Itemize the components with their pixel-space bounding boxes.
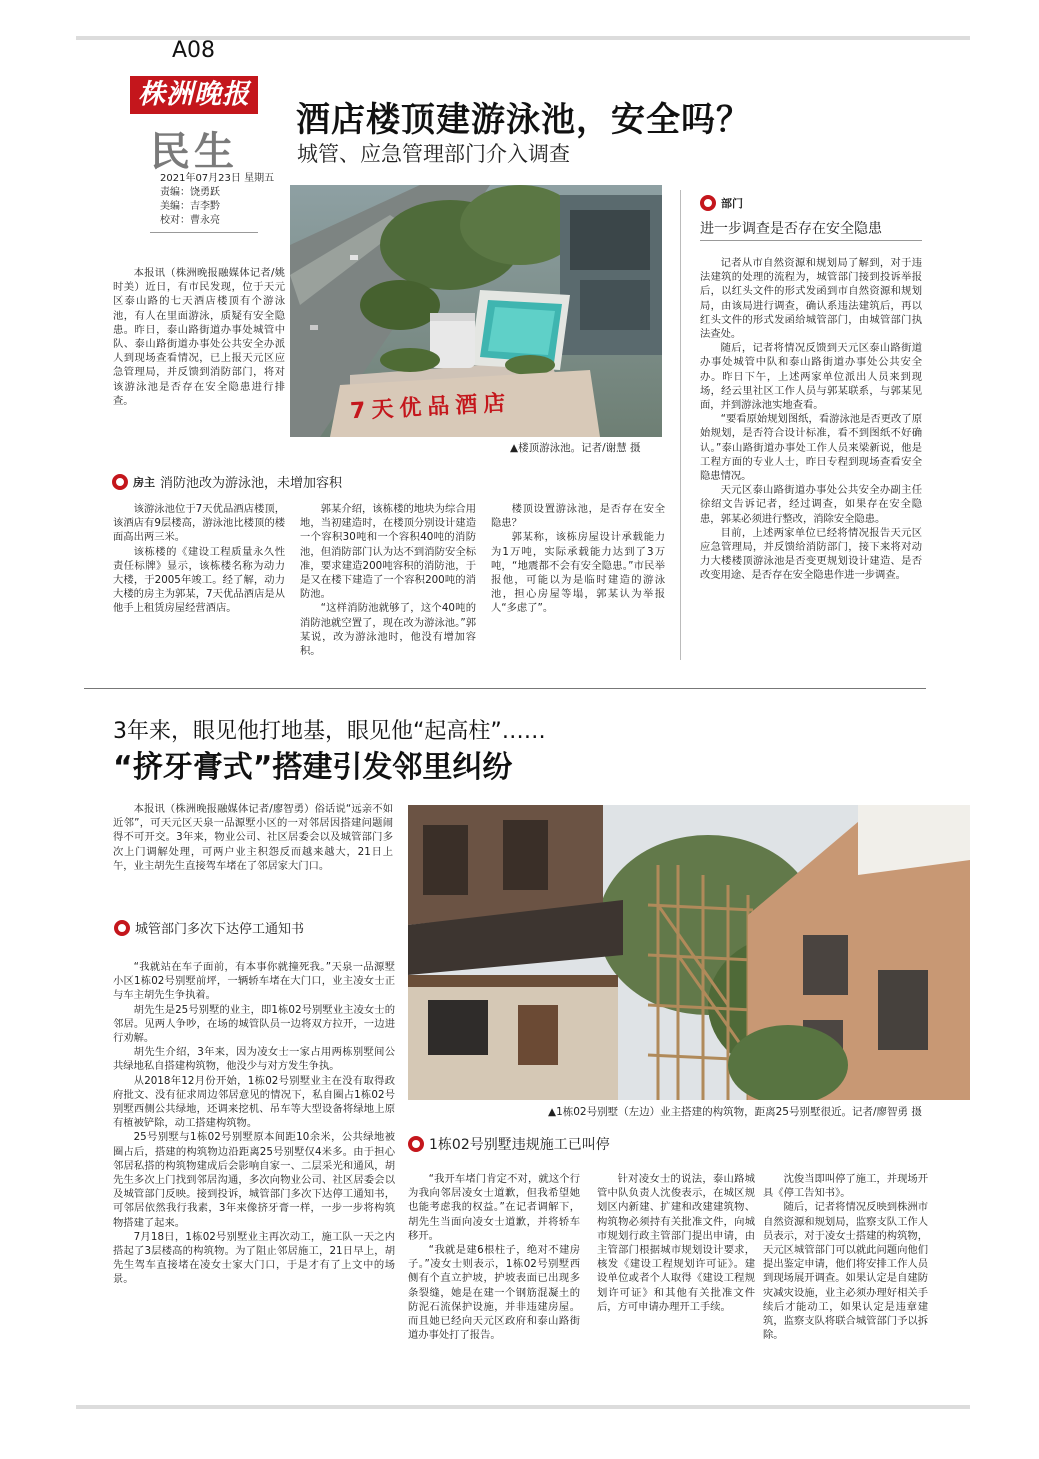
article1-lead-text: 本报讯（株洲晚报融媒体记者/姚时美）近日，有市民发现，位于天元区泰山路的七天酒店楼顶有个游泳池，有人在里面游泳，质疑有安全隐患。昨日，泰山路街道办事处城管中队、泰山路街道办事处公共安全办派人到现场查看情况，已上报天元区应急管理局，并反馈到消防部门，将对该游泳池是否存在安全隐患进行排查。 (113, 267, 285, 407)
article2-headline: “挤牙膏式”搭建引发邻里纠纷 (113, 750, 513, 785)
article2-lead-text: 本报讯（株洲晚报融媒体记者/廖智勇）俗话说“远亲不如近邻”，可天元区天泉一品源墅小区的一对邻居因搭建问题闹得不可开交。3年来，物业公司、社区居委会以及城管部门多次上门调解处理，可两户业主积怨反而越来越大，21日上午，业主胡先生直接驾车堵在了邻居家大门口。 (113, 803, 393, 872)
paragraph: “这样消防池就够了，这个40吨的消防池就空置了，现在改为游泳池。”郭某说，改为游泳池时，他没有增加容积。 (300, 602, 476, 658)
article1-s1-col2 (300, 502, 476, 658)
paragraph: 随后，记者将情况反映到株洲市自然资源和规划局，监察支队工作人员表示，对于凌女士搭建的构筑物，天元区城管部门可以就此问题向他们提出鉴定申请，他们将安排工作人员到现场展开调查。如果认定是自建防灾减灾设施，业主必须办理好相关手续后才能动工，如果认定是违章建筑，监察支队将联合城管部门予以拆除。 (763, 1201, 928, 1342)
meta-rule (150, 232, 258, 233)
paragraph: “我就站在车子面前，有本事你就撞死我。”天泉一品源墅小区1栋02号别墅前坪，一辆轿车堵在大门口，业主凌女士正与车主胡先生争执着。 (113, 961, 395, 1002)
paragraph: 郭某称，该栋房屋设计承载能力为1万吨，实际承载能力达到了3万吨，“地震都不会有安全隐患。”市民举报他，可能以为是临时建造的游泳池，担心房屋等塌，郭某认为举报人“多虑了”。 (491, 531, 665, 615)
meta-date: 2021年07月23日 星期五 (160, 173, 275, 184)
paragraph: 25号别墅与1栋02号别墅原本间距10余米，公共绿地被圈占后，搭建的构筑物边沿距离25号别墅仅4米多。由于担心邻居私搭的构筑物建成后会影响自家一、二层采光和通风，胡先生多次上门找到邻居沟通，多次向物业公司、社区居委会以及城管部门反映。接到投诉，城管部门多次下达停工通知书，可邻居依然我行我素，3年来像挤牙膏一样，一步一步将构筑物搭建了起来。 (113, 1131, 395, 1229)
paragraph: 7月18日，1栋02号别墅业主再次动工，施工队一天之内搭起了3层楼高的构筑物。为了阻止邻居施工，21日早上，胡先生驾车直接堵在凌女士家大门口，于是才有了上文中的场景。 (113, 1230, 395, 1286)
hotel-sign: 7天优品酒店 (349, 390, 512, 425)
article1-s2-col (700, 256, 922, 583)
section-bullet-icon (112, 474, 128, 490)
paragraph: 该游泳池位于7天优品酒店楼顶，该酒店有9层楼高，游泳池比楼顶的楼面高出两三米。 (113, 503, 285, 544)
article2-s2-col3 (763, 1172, 928, 1342)
section2-tag: 部门 (721, 197, 743, 210)
section2-title: 进一步调查是否存在安全隐患 (700, 221, 882, 237)
page-meta (160, 172, 274, 228)
paragraph: “我就是建6根柱子，绝对不建房子。”凌女士则表示，1栋02号别墅西侧有个直立护坡，护坡表面已出现多条裂缝，她是在建一个钢筋混凝土的防泥石流保护设施，并非违建房屋。而且她已经向天元区政府和泰山路街道办事处打了报告。 (408, 1244, 580, 1342)
bottom-rule (76, 1405, 970, 1409)
newspaper-logo: 株洲晚报 (130, 76, 258, 114)
paragraph: 目前，上述两家单位已经将情况报告天元区应急管理局，并反馈给消防部门，接下来将对动力大楼楼顶游泳池是否变更规划设计建造、是否改变用途、是否存在安全隐患作进一步调查。 (700, 526, 922, 582)
villa-construction-photo (408, 805, 970, 1100)
article1-section2-heading (700, 195, 743, 211)
article1-lead (113, 266, 285, 408)
column-divider (680, 190, 681, 660)
article1-s1-col1 (113, 502, 285, 616)
paragraph: 该栋楼的《建设工程质量永久性责任标牌》显示，该栋楼名称为动力大楼，于2005年竣工。经了解，动力大楼的房主为郭某，7天优品酒店是从他手上租赁房屋经营酒店。 (113, 545, 285, 615)
meta-proofreader: 校对：曹永亮 (160, 215, 220, 226)
paragraph: 郭某介绍，该栋楼的地块为综合用地，当初建造时，在楼顶分别设计建造一个容积30吨和一个容积40吨的消防池，但消防部门认为达不到消防安全标准，要求建造200吨容积的消防池，于是又在楼下建造了一个容积200吨的消防池。 (300, 503, 476, 601)
paragraph: 针对凌女士的说法，泰山路城管中队负责人沈俊表示，在城区规划区内新建、扩建和改建建筑物、构筑物必须持有关批准文件，向城市规划行政主管部门提出申请，由主管部门根据城市规划设计要求，核发《建设工程规划许可证》。建设单位或者个人取得《建设工程规划许可证》和其他有关批准文件后，方可申请办理开工手续。 (597, 1173, 755, 1313)
article2-section1-title: 城管部门多次下达停工通知书 (135, 922, 305, 937)
paragraph: 胡先生介绍，3年来，因为凌女士一家占用两栋别墅间公共绿地私自搭建构筑物，他没少与对方发生争执。 (113, 1046, 395, 1073)
rooftop-pool-photo (290, 185, 662, 437)
section-bullet-icon (114, 920, 130, 936)
meta-editor: 责编：饶勇跃 (160, 187, 220, 198)
section1-tag: 房主 (133, 475, 155, 489)
article1-photo-caption: ▲楼顶游泳池。记者/谢慧 摄 (510, 442, 641, 454)
paragraph: 记者从市自然资源和规划局了解到，对于违法建筑的处理的流程为，城管部门接到投诉举报后，以红头文件的形式发函到市自然资源和规划局，由该局进行调查，确认系违法建筑后，再以红头文件的形式发函给城管部门，由城管部门执法查处。 (700, 257, 922, 341)
paragraph: 胡先生是25号别墅的业主，即1栋02号别墅业主凌女士的邻居。见两人争吵，在场的城管队员一边将双方拉开，一边进行劝解。 (113, 1003, 395, 1045)
article-divider (84, 688, 926, 689)
article2-s2-col1 (408, 1172, 580, 1342)
meta-designer: 美编：吉李黔 (160, 201, 220, 212)
paragraph: 随后，记者将情况反馈到天元区泰山路街道办事处城管中队和泰山路街道办事处公共安全办。昨日下午，上述两家单位派出人员来到现场，经云里社区工作人员与郭某联系，与郭某见面，并到游泳池实地查看。 (700, 342, 922, 412)
section-title: 民生 (150, 128, 238, 175)
section1-title: 消防池改为游泳池，未增加容积 (160, 476, 343, 491)
paragraph: 天元区泰山路街道办事处公共安全办副主任徐绍文告诉记者，经过调查，如果存在安全隐患，郭某必须进行整改，消除安全隐患。 (700, 484, 922, 525)
paragraph: “要看原始规划图纸，看游泳池是否更改了原始规划，是否符合设计标准，看不到图纸不好确认。”泰山路街道办事处工作人员来梁新说，他是工程方面的专业人士，昨日专程到现场查看安全隐患情况。 (700, 413, 922, 483)
article2-s1-col (113, 960, 395, 1287)
paragraph: 楼顶设置游泳池，是否存在安全隐患？ (491, 503, 665, 530)
article2-section2-heading (408, 1134, 610, 1154)
article1-headline: 酒店楼顶建游泳池，安全吗？ (296, 100, 751, 140)
article2-s2-col2 (597, 1172, 755, 1314)
article2-section2-title: 1栋02号别墅违规施工已叫停 (429, 1137, 610, 1153)
article1-subheadline: 城管、应急管理部门介入调查 (297, 142, 570, 166)
article2-kicker: 3年来，眼见他打地基，眼见他“起高柱”…… (113, 719, 546, 744)
article2-lead (113, 802, 393, 873)
article1-s1-col3 (491, 502, 665, 616)
page-number: A08 (172, 38, 216, 63)
section-bullet-icon (408, 1136, 424, 1152)
article2-photo-caption: ▲1栋02号别墅（左边）业主搭建的构筑物，距离25号别墅很近。记者/廖智勇 摄 (548, 1106, 922, 1118)
section2-rule (700, 240, 922, 241)
paragraph: “我开车堵门肯定不对，就这个行为我向邻居凌女士道歉，但我希望她也能考虑我的权益。”在记者调解下，胡先生当面向凌女士道歉，并将轿车移开。 (408, 1173, 580, 1242)
paragraph: 沈俊当即叫停了施工，并现场开具《停工告知书》。 (763, 1173, 928, 1200)
article1-section1-heading (112, 472, 342, 491)
paragraph: 从2018年12月份开始，1栋02号别墅业主在没有取得政府批文、没有征求周边邻居意见的情况下，私自圈占1栋02号别墅西侧公共绿地，还调来挖机、吊车等大型设备将绿地上原有植被铲除，动工搭建构筑物。 (113, 1074, 395, 1130)
section-bullet-icon (700, 195, 716, 211)
article2-section1-heading (114, 918, 304, 937)
